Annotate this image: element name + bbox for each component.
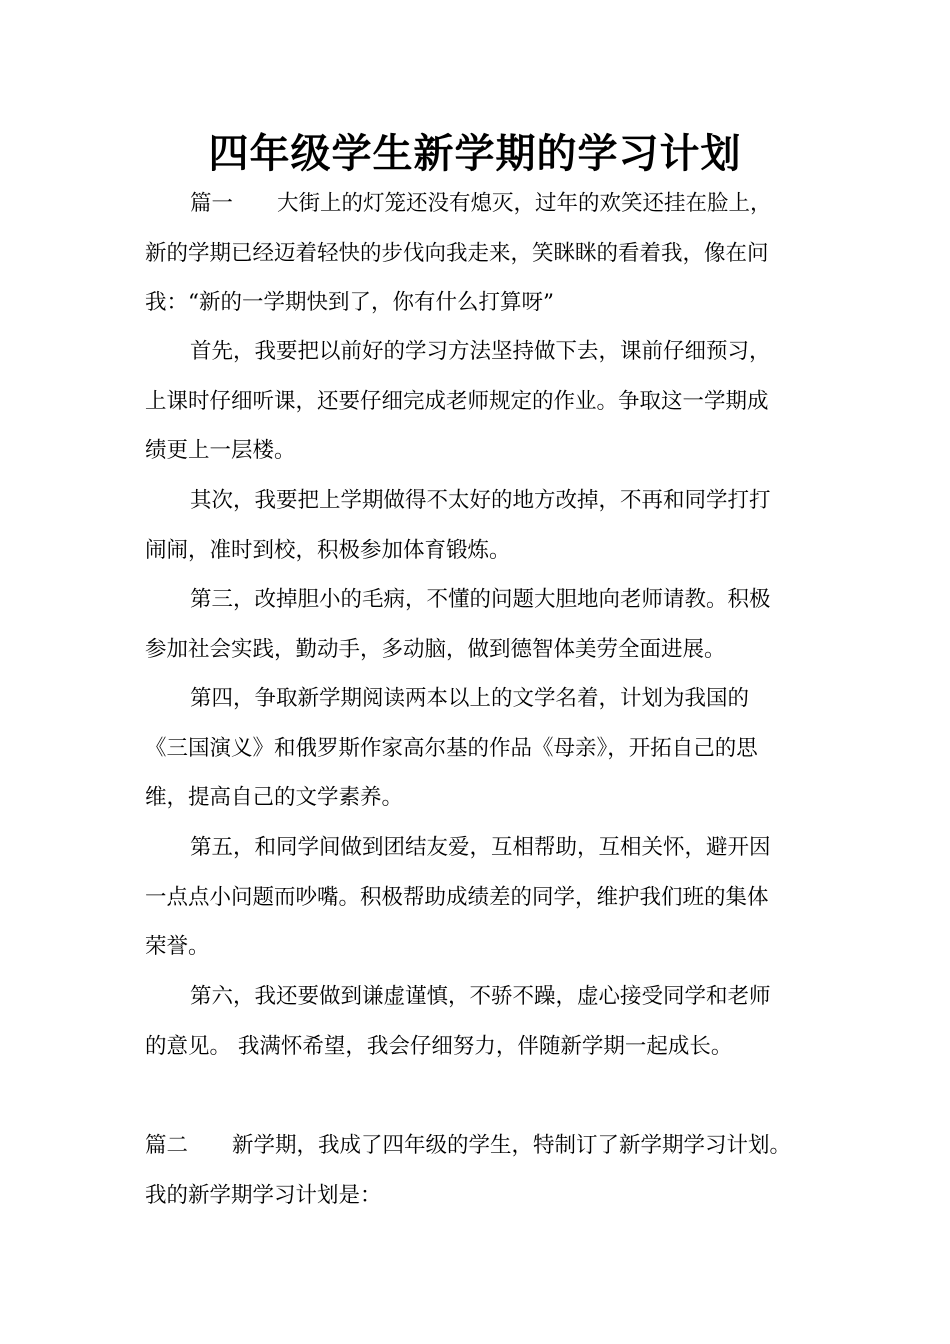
paragraph-line: 维，提高自己的文学素养。: [145, 785, 404, 810]
paragraph-line: 参加社会实践，勤动手，多动脑，做到德智体美劳全面进展。: [145, 636, 726, 662]
paragraph-5: [145, 674, 815, 823]
paragraph-line: 其次，我要把上学期做得不太好的地方改掉，不再和同学打打: [190, 488, 771, 513]
section-label: 篇一: [190, 191, 234, 216]
paragraph-line: 第五，和同学间做到团结友爱，互相帮助，互相关怀，避开因: [190, 835, 771, 860]
paragraph-line: 首先，我要把以前好的学习方法坚持做下去，课前仔细预习，: [190, 339, 771, 364]
paragraph-line: 上课时仔细听课，还要仔细完成老师规定的作业。争取这一学期成: [145, 388, 769, 414]
paragraph-1: [145, 179, 815, 328]
paragraph-line: 一点点小问题而吵嘴。积极帮助成绩差的同学，维护我们班的集体: [145, 884, 769, 910]
paragraph-line: 绩更上一层楼。: [145, 438, 296, 463]
paragraph-line: 的意见。 我满怀希望，我会仔细努力，伴随新学期一起成长。: [145, 1033, 733, 1059]
paragraph-line: 篇二 新学期，我成了四年级的学生，特制订了新学期学习计划。: [145, 1133, 792, 1158]
paragraph-6: [145, 823, 815, 972]
paragraph-line: 篇一 大街上的灯笼还没有熄灭，过年的欢笑还挂在脸上，: [190, 191, 772, 216]
paragraph-2: [145, 327, 815, 476]
paragraph-line: 《三国演义》和俄罗斯作家高尔基的作品《母亲》，开拓自己的思: [145, 735, 758, 761]
paragraph-4: [145, 575, 815, 674]
paragraph-line: 我的新学期学习计划是：: [145, 1182, 382, 1208]
paragraph-line: 新的学期已经迈着轻快的步伐向我走来，笑眯眯的看着我，像在问: [145, 240, 769, 266]
document-title: 四年级学生新学期的学习计划: [208, 131, 742, 177]
paragraph-8: [145, 1121, 815, 1220]
paragraph-line: 闹闹，准时到校，积极参加体育锻炼。: [145, 537, 511, 563]
paragraph-line: 我：“新的一学期快到了，你有什么打算呀”: [145, 290, 554, 315]
paragraph-7: [145, 972, 815, 1071]
paragraph-line: 第六，我还要做到谦虚谨慎，不骄不躁，虚心接受同学和老师: [190, 984, 771, 1009]
paragraph-3: [145, 476, 815, 575]
section-label: 篇二: [145, 1133, 189, 1158]
paragraph-line: 荣誉。: [145, 934, 210, 959]
paragraph-line: 第三，改掉胆小的毛病，不懂的问题大胆地向老师请教。积极: [190, 587, 771, 612]
paragraph-line: 第四，争取新学期阅读两本以上的文学名着，计划为我国的: [190, 686, 750, 711]
